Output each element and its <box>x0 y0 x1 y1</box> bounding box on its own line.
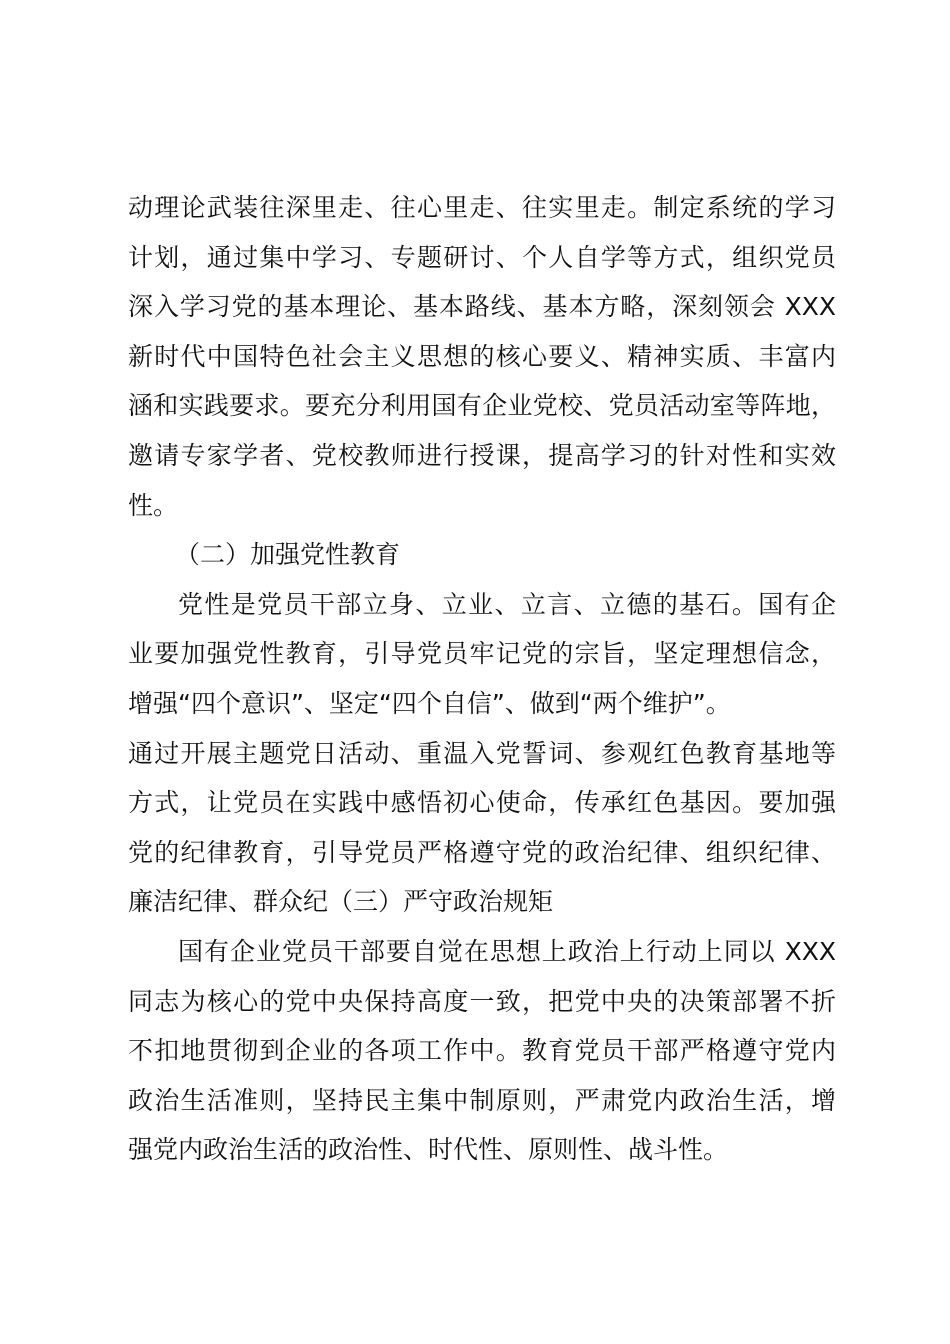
text-line: 国有企业党员干部要自觉在思想上政治上行动上同以 XXX <box>178 936 836 966</box>
text-line: 党性是党员干部立身、立业、立言、立德的基石。国有企 <box>178 589 836 619</box>
text-line: 邀请专家学者、党校教师进行授课，提高学习的针对性和实效 <box>128 440 836 470</box>
text-line: 新时代中国特色社会主义思想的核心要义、精神实质、丰富内 <box>128 341 836 371</box>
text-line: 动理论武装往深里走、往心里走、往实里走。制定系统的学习 <box>128 193 836 222</box>
text-line: 强党内政治生活的政治性、时代性、原则性、战斗性。 <box>128 1135 729 1165</box>
text-line: 廉洁纪律、群众纪（三）严守政治规矩 <box>128 887 554 917</box>
text-line: 深入学习党的基本理论、基本路线、基本方略，深刻领会 XXX <box>128 292 836 322</box>
text-line: 通过开展主题党日活动、重温入党誓词、参观红色教育基地等 <box>128 738 836 768</box>
text-line: 方式，让党员在实践中感悟初心使命，传承红色基因。要加强 <box>128 788 836 818</box>
text-line: 业要加强党性教育，引导党员牢记党的宗旨，坚定理想信念， <box>128 639 836 669</box>
document-body <box>128 183 836 1175</box>
text-line: 计划，通过集中学习、专题研讨、个人自学等方式，组织党员 <box>128 242 836 272</box>
text-line: 增强“四个意识”、坚定“四个自信”、做到“两个维护”。 <box>128 688 731 718</box>
text-line: 不扣地贯彻到企业的各项工作中。教育党员干部严格遵守党内 <box>128 1036 836 1066</box>
section-heading: （二）加强党性教育 <box>175 540 401 570</box>
text-line: 同志为核心的党中央保持高度一致，把党中央的决策部署不折 <box>128 986 836 1016</box>
text-line: 涵和实践要求。要充分利用国有企业党校、党员活动室等阵地， <box>128 391 836 421</box>
text-line: 政治生活准则，坚持民主集中制原则，严肃党内政治生活，增 <box>128 1085 836 1115</box>
text-line: 性。 <box>128 490 179 520</box>
text-line: 党的纪律教育，引导党员严格遵守党的政治纪律、组织纪律、 <box>128 837 836 867</box>
